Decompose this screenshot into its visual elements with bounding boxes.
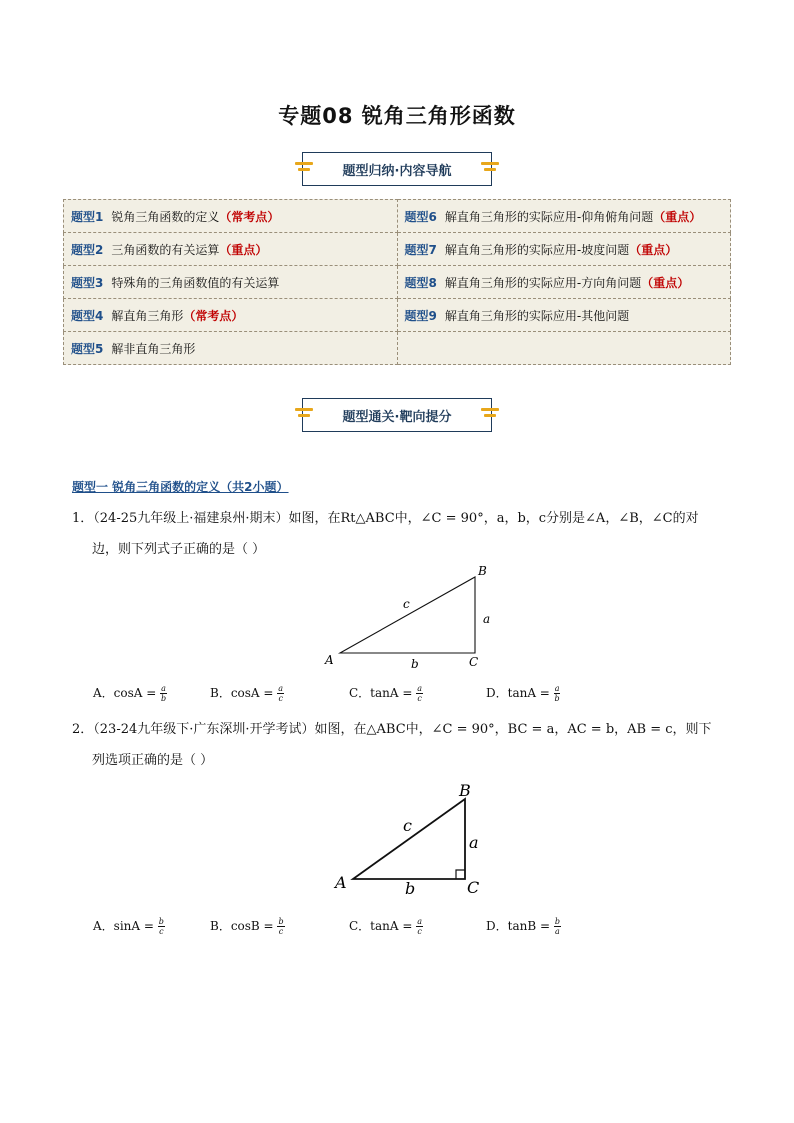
option-fraction [554, 917, 561, 936]
fraction-denominator: c [159, 927, 164, 936]
banner-practice [302, 398, 492, 432]
triangle-figure-2 [330, 776, 490, 901]
answer-option[interactable] [349, 917, 423, 936]
option-fraction [277, 917, 284, 936]
fraction-numerator: a [417, 917, 423, 926]
topic-name: 解直角三角形 [111, 308, 184, 323]
page-title: 专题08 锐角三角形函数 [278, 104, 516, 128]
option-label: A．cosA = [93, 686, 157, 700]
vertex-label-b: B [459, 781, 471, 800]
option-fraction [160, 684, 167, 703]
topic-importance: （重点） [629, 242, 678, 257]
vertex-label-b: B [478, 564, 487, 578]
nav-cell [397, 200, 731, 233]
nav-row [64, 200, 731, 233]
topic-tag: 题型2 [71, 242, 104, 257]
fraction-numerator: a [554, 684, 560, 693]
triangle-shape [353, 799, 465, 879]
topic-importance: （重点） [653, 209, 702, 224]
nav-cell [397, 233, 731, 266]
topic-tag: 题型6 [404, 209, 437, 224]
decoration-bars-icon [295, 162, 313, 176]
vertex-label-a: A [335, 873, 347, 892]
topic-name: 解直角三角形的实际应用-坡度问题 [444, 242, 630, 257]
fraction-denominator: c [278, 694, 283, 703]
option-label: B．cosB = [210, 919, 274, 933]
side-label-b: b [405, 879, 416, 898]
side-label-c: c [403, 597, 410, 611]
answer-option[interactable] [486, 684, 560, 703]
fraction-numerator: b [158, 917, 164, 926]
side-label-a: a [469, 833, 479, 852]
fraction-denominator: c [278, 927, 284, 936]
triangle-figure-1 [318, 560, 498, 672]
banner-content-nav [302, 152, 492, 186]
nav-cell [64, 299, 398, 332]
nav-row [64, 233, 731, 266]
topic-name: 特殊角的三角函数值的有关运算 [111, 275, 280, 290]
side-label-b: b [411, 657, 419, 671]
option-label: A．sinA = [93, 919, 154, 933]
fraction-numerator: a [417, 684, 423, 693]
nav-cell [64, 266, 398, 299]
option-fraction [277, 684, 284, 703]
nav-cell [64, 332, 398, 365]
triangle-shape [340, 577, 475, 653]
option-label: D．tanB = [486, 919, 551, 933]
nav-cell [64, 233, 398, 266]
nav-cell [397, 299, 731, 332]
topic-tag: 题型4 [71, 308, 104, 323]
topic-tag: 题型5 [71, 341, 104, 356]
decoration-bars-icon [481, 408, 499, 422]
answer-option[interactable] [93, 684, 167, 703]
nav-row [64, 332, 731, 365]
nav-row [64, 299, 731, 332]
fraction-numerator: b [278, 917, 284, 926]
option-fraction [158, 917, 165, 936]
answer-option[interactable] [210, 684, 284, 703]
question-text-line: 列选项正确的是（ ） [92, 753, 214, 768]
fraction-denominator: b [160, 694, 167, 703]
right-angle-mark [456, 870, 465, 879]
fraction-numerator: b [554, 917, 560, 926]
topic-tag: 题型9 [404, 308, 437, 323]
topic-name: 解直角三角形的实际应用-方向角问题 [444, 275, 642, 290]
decoration-bars-icon [481, 162, 499, 176]
topic-importance: （常考点） [183, 308, 244, 323]
question-text-line: 边，则下列式子正确的是（ ） [92, 542, 266, 557]
answer-option[interactable] [93, 917, 165, 936]
answer-option[interactable] [349, 684, 423, 703]
vertex-label-c: C [467, 878, 480, 897]
fraction-denominator: c [417, 694, 422, 703]
fraction-numerator: a [278, 684, 284, 693]
options-q1 [93, 684, 693, 706]
vertex-label-a: A [325, 653, 334, 667]
banner-label: 题型归纳·内容导航 [342, 163, 452, 179]
options-q2 [93, 917, 693, 939]
answer-option[interactable] [210, 917, 285, 936]
decoration-bars-icon [295, 408, 313, 422]
option-label: D．tanA = [486, 686, 550, 700]
nav-cell [397, 332, 731, 365]
option-fraction [554, 684, 561, 703]
topic-navigation-table [63, 199, 731, 365]
fraction-denominator: c [417, 927, 422, 936]
topic-importance: （重点） [641, 275, 690, 290]
nav-cell [64, 200, 398, 233]
vertex-label-c: C [469, 655, 479, 669]
option-fraction [416, 917, 423, 936]
fraction-denominator: a [555, 927, 560, 936]
option-label: C．tanA = [349, 686, 413, 700]
topic-tag: 题型7 [404, 242, 437, 257]
question-text-line: 2．（23-24九年级下·广东深圳·开学考试）如图，在△ABC中，∠C = 90°，BC = a，AC = b，AB = c，则下 [72, 722, 712, 737]
topic-tag: 题型8 [404, 275, 437, 290]
banner-label: 题型通关·靶向提分 [342, 409, 452, 425]
side-label-a: a [483, 612, 491, 626]
option-label: B．cosA = [210, 686, 274, 700]
topic-importance: （重点） [219, 242, 268, 257]
nav-row [64, 266, 731, 299]
side-label-c: c [403, 816, 412, 835]
topic-name: 解直角三角形的实际应用-其他问题 [444, 308, 630, 323]
question-2 [72, 714, 727, 776]
answer-option[interactable] [486, 917, 561, 936]
topic-name: 解非直角三角形 [111, 341, 196, 356]
question-1 [72, 503, 727, 565]
question-text-line: 1．（24-25九年级上·福建泉州·期末）如图，在Rt△ABC中，∠C = 90°，a，b，c分别是∠A，∠B，∠C的对 [72, 511, 699, 526]
topic-name: 锐角三角函数的定义 [111, 209, 220, 224]
option-label: C．tanA = [349, 919, 413, 933]
nav-cell [397, 266, 731, 299]
fraction-denominator: b [554, 694, 560, 703]
fraction-numerator: a [161, 684, 166, 693]
topic-name: 解直角三角形的实际应用-仰角俯角问题 [444, 209, 654, 224]
topic-importance: （常考点） [219, 209, 280, 224]
option-fraction [416, 684, 423, 703]
section-heading: 题型一 锐角三角函数的定义（共2小题） [72, 480, 289, 494]
topic-tag: 题型1 [71, 209, 104, 224]
topic-tag: 题型3 [71, 275, 104, 290]
topic-name: 三角函数的有关运算 [111, 242, 220, 257]
